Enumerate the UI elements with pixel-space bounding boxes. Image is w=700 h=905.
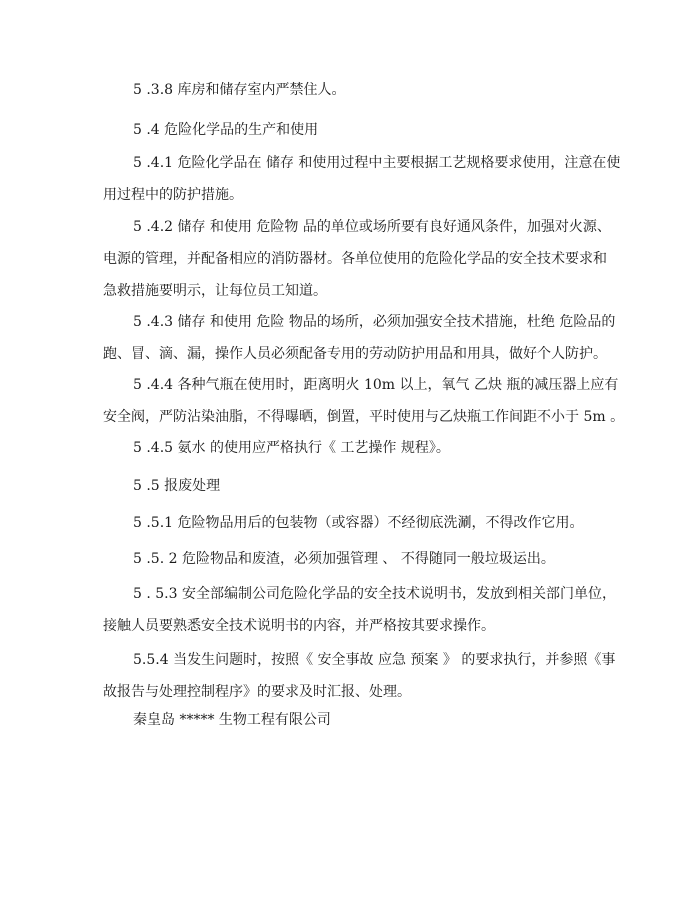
paragraph-5-5-1 — [103, 507, 623, 539]
paragraph-5-3-8 — [103, 74, 623, 106]
paragraph-5-4-2 — [103, 211, 623, 307]
paragraph-5-5-2 — [103, 543, 623, 575]
paragraph-line: 5 .4.1 危险化学品在 储存 和使用过程中主要根据工艺规格要求使用，注意在使 — [133, 155, 621, 171]
section-heading-5-4 — [103, 114, 623, 146]
paragraph-line: 故报告与处理控制程序》的要求及时汇报、处理。 — [103, 684, 411, 700]
paragraph-line: 用过程中的防护措施。 — [103, 187, 243, 203]
paragraph-5-4-1 — [103, 147, 623, 211]
paragraph-5-5-4 — [103, 644, 623, 708]
paragraph-line: 急救措施要明示，让每位员工知道。 — [103, 283, 327, 299]
paragraph-line: 5 .5 报废处理 — [133, 478, 221, 494]
paragraph-line: 5 .4.3 储存 和使用 危险 物品的场所，必须加强安全技术措施，杜绝 危险品的 — [133, 314, 616, 330]
paragraph-line: 接触人员要熟悉安全技术说明书的内容，并严格按其要求操作。 — [103, 618, 495, 634]
paragraph-line: 5 .4.4 各种气瓶在使用时，距离明火 10m 以上，氧气 乙炔 瓶的减压器上应有 — [133, 377, 619, 393]
paragraph-line: 5.5.4 当发生问题时，按照《 安全事故 应急 预案 》 的要求执行，并参照《事 — [133, 652, 616, 668]
paragraph-line: 跑、冒、滴、漏，操作人员必须配备专用的劳动防护用品和用具，做好个人防护。 — [103, 346, 607, 362]
paragraph-5-5-3 — [103, 578, 623, 642]
paragraph-line: 5 .4.2 储存 和使用 危险物 品的单位或场所要有良好通风条件，加强对火源、 — [133, 219, 611, 235]
paragraph-line: 5 .4 危险化学品的生产和使用 — [133, 122, 319, 138]
paragraph-line: 5 .5.1 危险物品用后的包装物（或容器）不经彻底洗涮，不得改作它用。 — [133, 515, 584, 531]
paragraph-line: 安全阀，严防沾染油脂，不得曝晒，倒置，平时使用与乙炔瓶工作间距不小于 5m 。 — [103, 409, 625, 425]
section-heading-5-5 — [103, 470, 623, 502]
paragraph-5-4-4 — [103, 369, 623, 433]
paragraph-line: 5 .3.8 库房和储存室内严禁住人。 — [133, 82, 346, 98]
company-name — [103, 704, 623, 736]
paragraph-5-4-5 — [103, 432, 623, 464]
paragraph-line: 5 . 5.3 安全部编制公司危险化学品的安全技术说明书，发放到相关部门单位， — [133, 586, 616, 602]
paragraph-line: 秦皇岛 ***** 生物工程有限公司 — [133, 712, 331, 728]
paragraph-line: 电源的管理，并配备相应的消防器材。各单位使用的危险化学品的安全技术要求和 — [103, 251, 607, 267]
paragraph-5-4-3 — [103, 306, 623, 370]
paragraph-line: 5 .5. 2 危险物品和废渣，必须加强管理 、 不得随同一般垃圾运出。 — [133, 551, 555, 567]
paragraph-line: 5 .4.5 氨水 的使用应严格执行《 工艺操作 规程》。 — [133, 440, 450, 456]
